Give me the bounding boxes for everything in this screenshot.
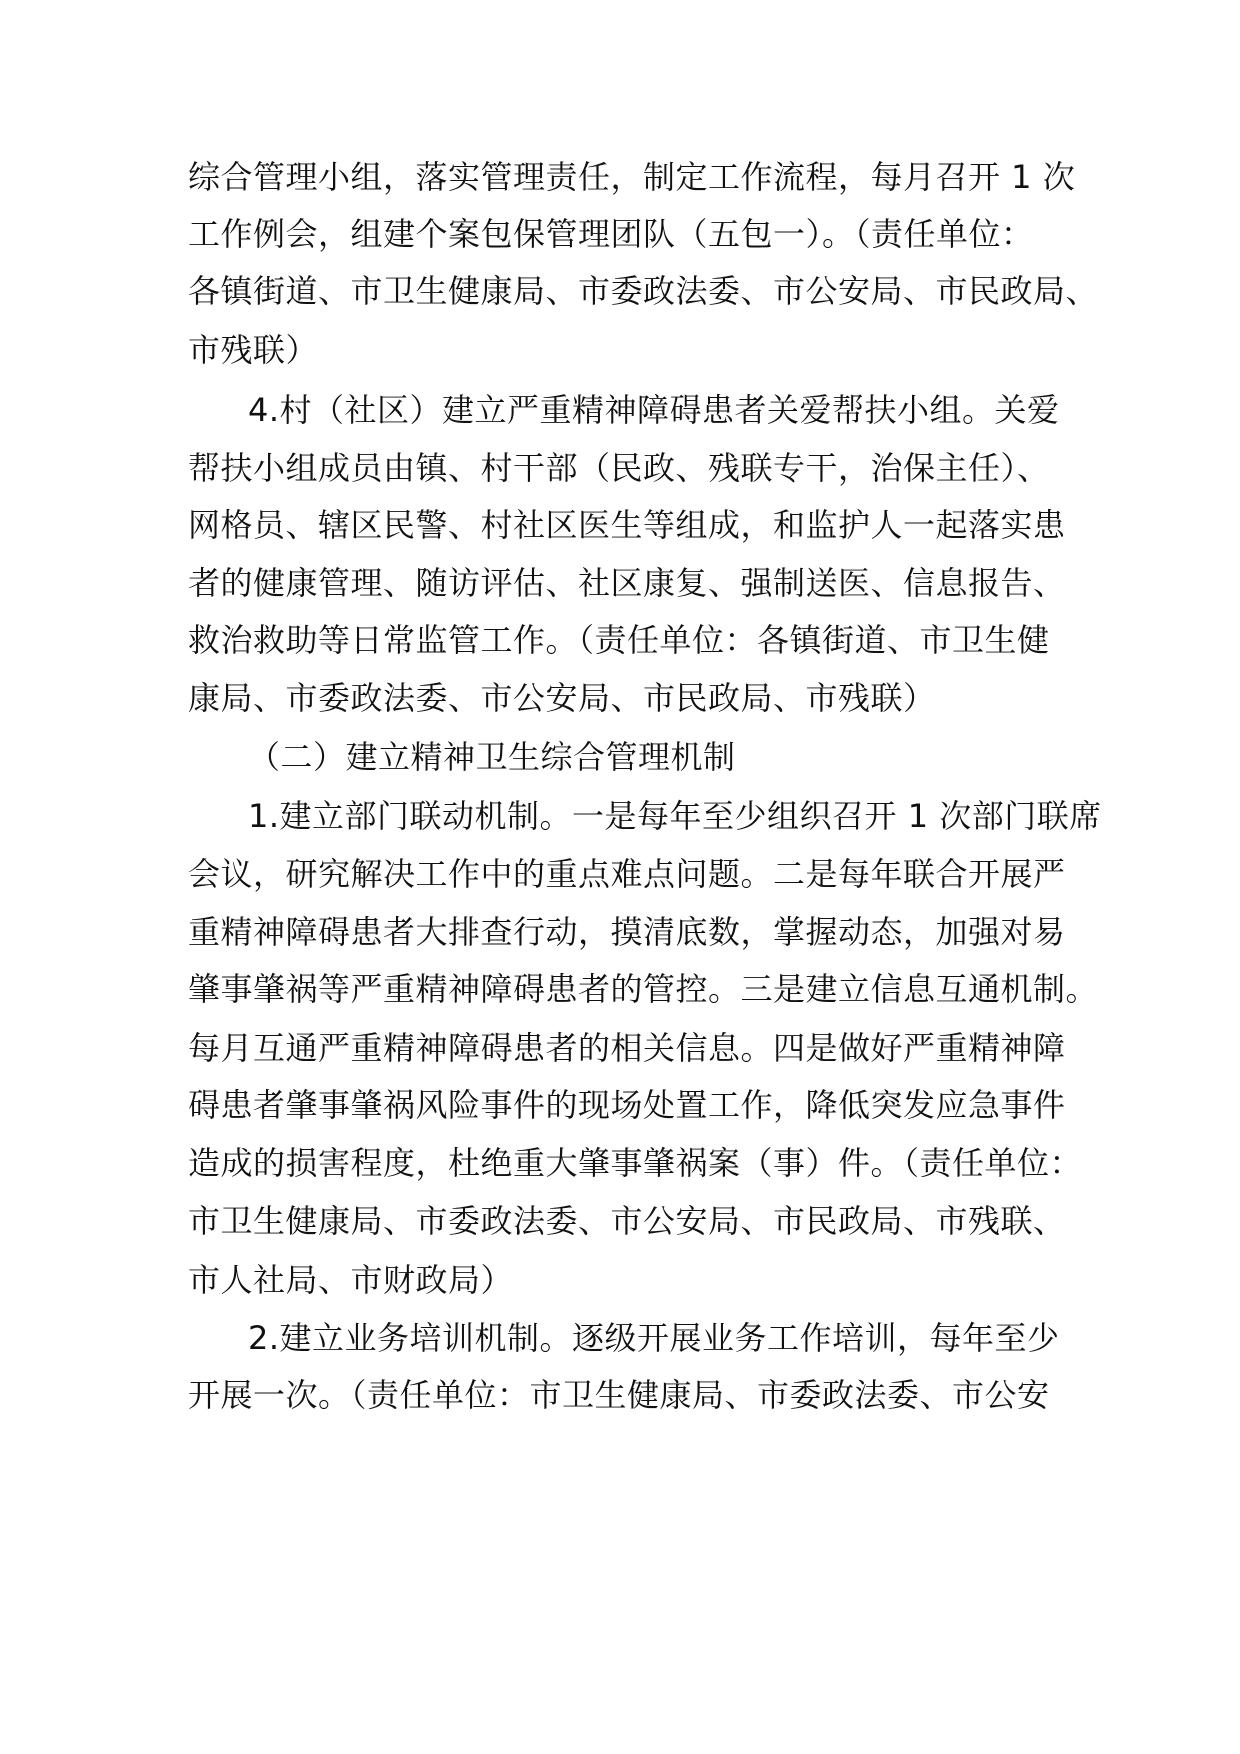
text-line: 各镇街道、市卫生健康局、市委政法委、市公安局、市民政局、 [188, 272, 1099, 310]
text-line: 肇事肇祸等严重精神障碍患者的管控。三是建立信息互通机制。 [188, 970, 1099, 1008]
text-line: 造成的损害程度，杜绝重大肇事肇祸案（事）件。（责任单位： [188, 1144, 1083, 1182]
text-line: 市卫生健康局、市委政法委、市公安局、市民政局、市残联、 [188, 1202, 1066, 1240]
text-line: 者的健康管理、随访评估、社区康复、强制送医、信息报告、 [188, 564, 1066, 602]
paragraph-start-line: 2.建立业务培训机制。逐级开展业务工作培训，每年至少 [248, 1319, 1060, 1357]
text-line: 救治救助等日常监管工作。（责任单位：各镇街道、市卫生健 [188, 621, 1050, 659]
text-line: 网格员、辖区民警、村社区医生等组成，和监护人一起落实患 [188, 506, 1066, 544]
text-line: 工作例会，组建个案包保管理团队（五包一）。（责任单位： [188, 215, 1034, 253]
text-line: 重精神障碍患者大排查行动，摸清底数，掌握动态，加强对易 [188, 913, 1066, 951]
paragraph-start-line: 1.建立部门联动机制。一是每年至少组织召开 1 次部门联席 [248, 797, 1102, 835]
text-line: 开展一次。（责任单位：市卫生健康局、市委政法委、市公安 [188, 1376, 1050, 1414]
section-heading: （二）建立精神卫生综合管理机制 [248, 738, 736, 776]
text-line: 市人社局、市财政局） [188, 1261, 514, 1299]
text-line: 市残联） [188, 331, 319, 369]
paragraph-start-line: 4.村（社区）建立严重精神障碍患者关爱帮扶小组。关爱 [248, 391, 1060, 429]
text-line: 每月互通严重精神障碍患者的相关信息。四是做好严重精神障 [188, 1029, 1066, 1067]
text-line: 康局、市委政法委、市公安局、市民政局、市残联） [188, 679, 936, 717]
text-line: 碍患者肇事肇祸风险事件的现场处置工作，降低突发应急事件 [188, 1086, 1066, 1124]
text-line: 综合管理小组，落实管理责任，制定工作流程，每月召开 1 次 [188, 158, 1076, 196]
text-line: 会议，研究解决工作中的重点难点问题。二是每年联合开展严 [188, 855, 1066, 893]
text-line: 帮扶小组成员由镇、村干部（民政、残联专干，治保主任）、 [188, 449, 1050, 487]
